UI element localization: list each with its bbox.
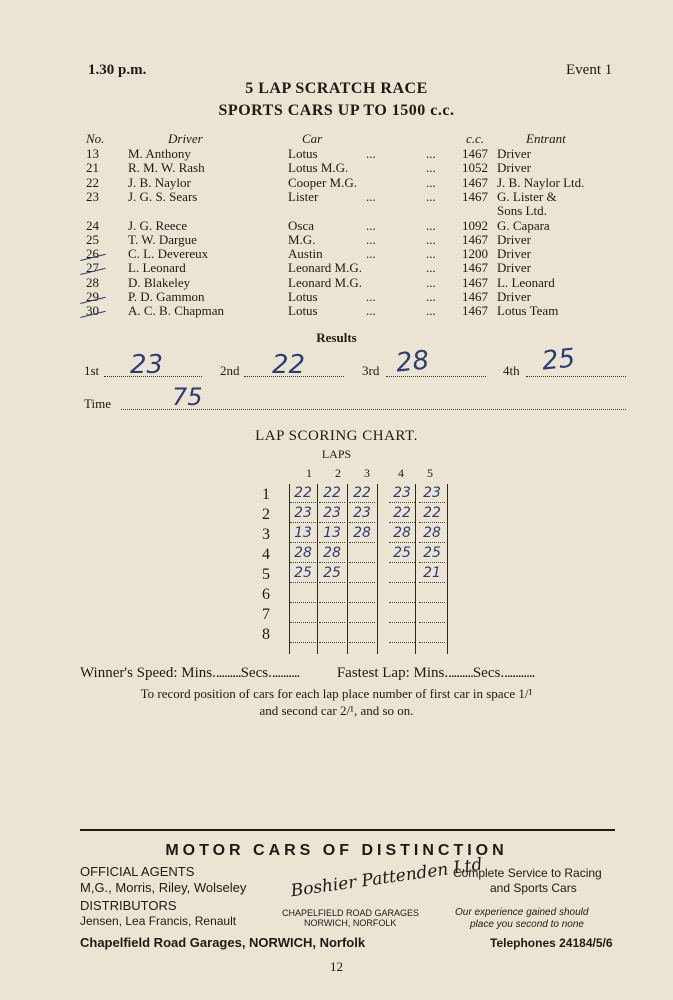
entry-entrant: Driver <box>497 246 531 262</box>
result-2nd-value: 22 <box>272 350 306 380</box>
lap-entry: 28 <box>353 525 371 541</box>
lap-cell <box>319 606 345 623</box>
entry-row <box>0 289 673 304</box>
entry-row <box>0 303 673 318</box>
entry-driver: M. Anthony <box>128 146 191 161</box>
page-number: 12 <box>330 959 343 974</box>
entry-no: 28 <box>86 274 99 290</box>
entry-entrant: Lotus Team <box>497 303 559 319</box>
col-cc: c.c. <box>466 131 485 146</box>
lap-entry: 13 <box>294 525 312 541</box>
entry-car: Cooper M.G. <box>288 174 357 190</box>
lap-entry: 28 <box>294 545 312 561</box>
entry-cc: 1467 <box>462 260 488 276</box>
position-label: 4 <box>262 546 270 563</box>
lap-entry: 22 <box>423 505 441 521</box>
lap-cell <box>389 566 415 583</box>
entry-no: 26 <box>86 246 99 262</box>
position-label: 8 <box>262 626 270 643</box>
lap-cell <box>419 626 445 643</box>
entry-d1: ... <box>366 146 376 161</box>
entry-driver: L. Leonard <box>128 260 186 276</box>
service-line-1: Complete Service to Racing <box>453 866 602 880</box>
entry-d2: ... <box>426 217 436 233</box>
column-headers <box>0 131 673 146</box>
entry-no: 25 <box>86 231 99 247</box>
result-3rd-label: 3rd <box>362 363 380 378</box>
dealer-logo: Boshier Pattenden Ltd <box>289 854 484 902</box>
laps-heading: LAPS <box>321 447 352 461</box>
lap-scoring-grid <box>289 484 449 654</box>
result-2nd-label: 2nd <box>220 363 240 378</box>
lap-cell <box>389 586 415 603</box>
lap-entry: 22 <box>393 505 411 521</box>
position-label: 3 <box>262 526 270 543</box>
entry-d1: ... <box>366 231 376 247</box>
lap-number: 1 <box>306 466 312 480</box>
fastest-mins-dots: ......... <box>448 665 473 681</box>
time-label: Time <box>84 396 111 411</box>
winner-speed-label: Winner's Speed: Mins. <box>80 665 216 681</box>
lap-cell <box>349 566 375 583</box>
entry-d1: ... <box>366 303 376 319</box>
time-value: 75 <box>172 383 203 411</box>
telephone: Telephones 24184/5/6 <box>490 936 613 950</box>
entry-driver: J. G. Reece <box>128 217 188 233</box>
lap-number: 3 <box>364 466 370 480</box>
entry-row <box>0 275 673 290</box>
lap-cell <box>319 626 345 643</box>
instruction-line-1: To record position of cars for each lap place number of first car in space 1/¹ <box>140 686 533 701</box>
entry-entrant: L. Leonard <box>497 274 555 290</box>
entry-car: Austin <box>288 246 323 262</box>
entry-entrant: J. B. Naylor Ltd. <box>497 174 585 190</box>
entry-car: Lotus <box>288 289 318 304</box>
entry-no: 21 <box>86 160 99 176</box>
results-heading: Results <box>316 330 357 345</box>
lap-entry: 22 <box>294 485 312 501</box>
winner-mins-dots: ......... <box>215 665 241 681</box>
lap-cell <box>389 606 415 623</box>
entry-d2: ... <box>426 174 436 190</box>
winner-secs-label: Secs. <box>240 665 272 681</box>
entry-no: 27 <box>86 260 99 276</box>
result-4th-label: 4th <box>503 363 520 378</box>
entry-car: Lotus M.G. <box>288 160 349 176</box>
fastest-secs-dots: ........... <box>504 665 535 681</box>
entry-row <box>0 232 673 247</box>
lap-entry: 23 <box>393 485 411 501</box>
col-no: No. <box>86 131 105 146</box>
lap-cell <box>349 626 375 643</box>
entry-car: Osca <box>288 217 314 233</box>
lap-cell <box>290 586 316 603</box>
entry-no: 23 <box>86 188 99 204</box>
entry-d1: ... <box>366 188 376 204</box>
entry-entrant: Driver <box>497 146 531 161</box>
entry-no: 22 <box>86 174 99 190</box>
lap-number: 4 <box>398 466 404 480</box>
distributors-list: Jensen, Lea Francis, Renault <box>80 914 237 928</box>
event-time: 1.30 p.m. <box>88 62 147 78</box>
entry-d2: ... <box>426 274 436 290</box>
lap-entry: 22 <box>353 485 371 501</box>
agents-heading: OFFICIAL AGENTS <box>80 864 195 879</box>
entry-driver: P. D. Gammon <box>128 289 205 304</box>
entry-d2: ... <box>426 231 436 247</box>
entry-car: Lotus <box>288 146 318 161</box>
entry-d2: ... <box>426 246 436 262</box>
entry-entrant: G. Lister & <box>497 188 557 204</box>
entry-driver: C. L. Devereux <box>128 246 209 262</box>
lap-entry: 28 <box>423 525 441 541</box>
entry-cc: 1467 <box>462 289 488 304</box>
entry-row <box>0 175 673 190</box>
lap-entry: 23 <box>423 485 441 501</box>
position-label: 1 <box>262 486 270 503</box>
lap-entry: 28 <box>393 525 411 541</box>
entry-row <box>0 189 673 204</box>
entry-row <box>0 260 673 275</box>
entry-no: 24 <box>86 217 99 233</box>
position-label: 2 <box>262 506 270 523</box>
entry-d2: ... <box>426 289 436 304</box>
entry-no: 29 <box>86 289 99 304</box>
entry-driver: J. G. S. Sears <box>128 188 198 204</box>
entry-row <box>0 246 673 261</box>
lap-entry: 28 <box>323 545 341 561</box>
entry-d1: ... <box>366 289 376 304</box>
lap-cell <box>419 586 445 603</box>
entry-no: 30 <box>86 303 99 319</box>
grid-line <box>447 484 448 654</box>
entry-car: Leonard M.G. <box>288 274 363 290</box>
entry-driver: T. W. Dargue <box>128 231 197 247</box>
result-1st-value: 23 <box>130 350 164 380</box>
entry-no: 13 <box>86 146 99 161</box>
entry-d2: ... <box>426 260 436 276</box>
entry-row <box>0 218 673 233</box>
entry-car: M.G. <box>288 231 316 247</box>
winner-secs-dots: .......... <box>271 665 300 681</box>
fastest-lap-label: Fastest Lap: Mins. <box>336 665 449 681</box>
entry-entrant: Driver <box>497 160 531 176</box>
lap-entry: 25 <box>294 565 312 581</box>
lap-entry: 25 <box>423 545 441 561</box>
entry-cc: 1467 <box>462 274 488 290</box>
lap-entry: 25 <box>393 545 411 561</box>
lap-cell <box>319 586 345 603</box>
entry-driver: A. C. B. Chapman <box>128 303 225 319</box>
entry-driver: R. M. W. Rash <box>128 160 205 176</box>
entry-car: Lister <box>288 188 319 204</box>
entry-entrant: Driver <box>497 289 531 304</box>
entry-cc: 1467 <box>462 231 488 247</box>
lap-cell <box>349 606 375 623</box>
entry-row <box>0 146 673 161</box>
race-title: 5 LAP SCRATCH RACE <box>245 80 428 97</box>
speed-line <box>80 665 534 682</box>
motto-line-2: place you second to none <box>470 919 584 930</box>
entry-row <box>0 160 673 175</box>
entry-d2: ... <box>426 160 436 176</box>
entry-cc: 1200 <box>462 246 488 262</box>
entry-d1: ... <box>366 246 376 262</box>
entry-row <box>0 203 673 218</box>
lap-cell <box>349 546 375 563</box>
entry-cc: 1467 <box>462 188 488 204</box>
logo-subtitle-1: CHAPELFIELD ROAD GARAGES <box>282 908 420 918</box>
entry-entrant: Driver <box>497 231 531 247</box>
position-label: 7 <box>262 606 270 623</box>
entry-car: Lotus <box>288 303 318 319</box>
lap-cell <box>290 606 316 623</box>
service-line-2: and Sports Cars <box>490 881 577 895</box>
entry-d2: ... <box>426 188 436 204</box>
entry-car: Leonard M.G. <box>288 260 363 276</box>
instruction-line-2: and second car 2/¹, and so on. <box>259 703 414 718</box>
result-1st-label: 1st <box>84 363 100 378</box>
col-car: Car <box>302 131 323 146</box>
lap-entry: 22 <box>323 485 341 501</box>
col-entrant: Entrant <box>526 131 566 146</box>
distributors-heading: DISTRIBUTORS <box>80 898 177 913</box>
agents-list: M,G., Morris, Riley, Wolseley <box>80 880 247 895</box>
motto-line-1: Our experience gained should <box>455 907 589 918</box>
position-label: 6 <box>262 586 270 603</box>
entry-entrant: Driver <box>497 260 531 276</box>
col-driver: Driver <box>168 131 203 146</box>
lap-entry: 25 <box>323 565 341 581</box>
grid-line <box>377 484 378 654</box>
event-number: Event 1 <box>566 62 613 78</box>
lap-cell <box>419 606 445 623</box>
entry-driver: D. Blakeley <box>128 274 191 290</box>
lap-entry: 13 <box>323 525 341 541</box>
advert-rule <box>80 829 615 831</box>
entry-cc: 1467 <box>462 174 488 190</box>
lap-entry: 23 <box>323 505 341 521</box>
entry-d2: ... <box>426 146 436 161</box>
lap-entry: 23 <box>294 505 312 521</box>
lap-cell <box>290 626 316 643</box>
entry-d2: ... <box>426 303 436 319</box>
lap-number: 5 <box>427 466 433 480</box>
logo-subtitle-2: NORWICH, NORFOLK <box>304 918 397 928</box>
race-class: SPORTS CARS UP TO 1500 c.c. <box>218 102 455 119</box>
position-label: 5 <box>262 566 270 583</box>
fastest-secs-label: Secs. <box>472 665 505 681</box>
entry-cc: 1467 <box>462 146 488 161</box>
entry-cc: 1052 <box>462 160 488 176</box>
lap-chart-title: LAP SCORING CHART. <box>255 428 418 444</box>
lap-entry: 23 <box>353 505 371 521</box>
lap-entry: 21 <box>423 565 441 581</box>
entry-d1: ... <box>366 217 376 233</box>
entry-cc: 1092 <box>462 217 488 233</box>
entry-cc: 1467 <box>462 303 488 319</box>
advert-title: MOTOR CARS OF DISTINCTION <box>165 842 508 859</box>
lap-cell <box>349 586 375 603</box>
lap-number: 2 <box>335 466 341 480</box>
result-4th-value: 25 <box>540 343 577 377</box>
entry-entrant: Sons Ltd. <box>497 203 547 219</box>
garage-address: Chapelfield Road Garages, NORWICH, Norfolk <box>80 935 366 950</box>
entry-entrant: G. Capara <box>497 217 550 233</box>
result-4th-line <box>526 376 626 377</box>
result-3rd-value: 28 <box>394 345 431 379</box>
lap-cell <box>389 626 415 643</box>
entry-driver: J. B. Naylor <box>128 174 191 190</box>
